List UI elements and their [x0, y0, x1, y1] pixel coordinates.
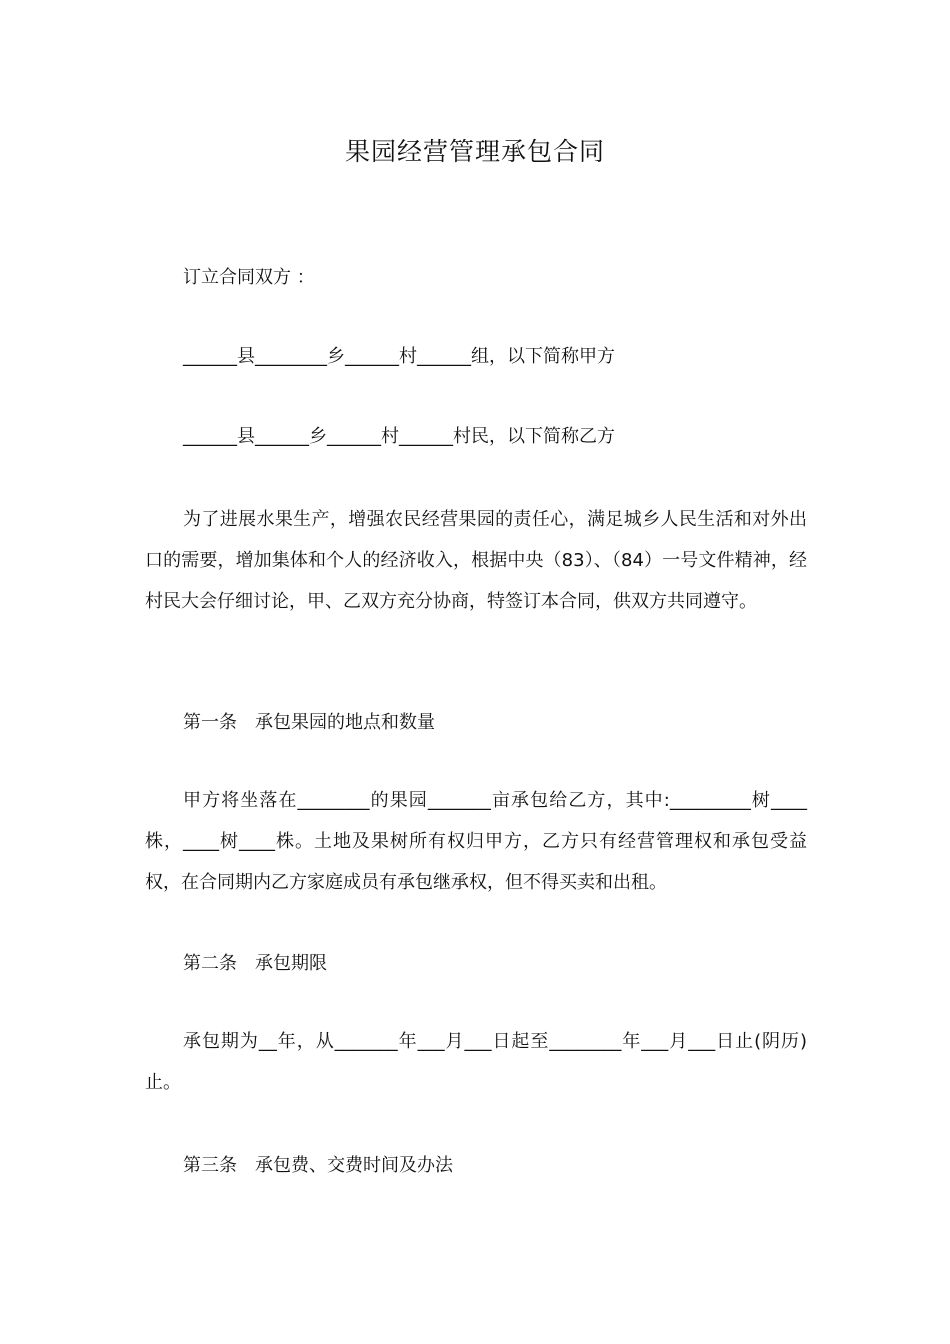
preamble-paragraph: 为了进展水果生产，增强农民经营果园的责任心，满足城乡人民生活和对外出口的需要，增加集体和个人的经济收入，根据中央（83）、（84）一号文件精神，经村民大会仔细讨论，甲、乙双方充分协商，特签订本合同，供双方共同遵守。	[145, 509, 807, 612]
article-2-heading: 第二条 承包期限	[183, 953, 327, 974]
document-title: 果园经营管理承包合同	[344, 137, 605, 166]
party-a-line: ______县________乡______村______组，以下简称甲方	[183, 346, 615, 367]
article-2-body: 承包期为__年，从_______年___月___日起至________年___月___日止(阴历)止。	[145, 1031, 807, 1093]
party-b-line: ______县______乡______村______村民，以下简称乙方	[183, 426, 615, 447]
article-1-body: 甲方将坐落在________的果园_______亩承包给乙方，其中:_________树____株，____树____株。土地及果树所有权归甲方，乙方只有经营管理权和承包受益权，在合同期内乙方家庭成员有承包继承权，但不得买卖和出租。	[145, 790, 807, 893]
parties-heading: 订立合同双方 ：	[183, 267, 315, 288]
article-3-heading: 第三条 承包费、交费时间及办法	[183, 1155, 453, 1176]
article-1-heading: 第一条 承包果园的地点和数量	[183, 712, 435, 733]
